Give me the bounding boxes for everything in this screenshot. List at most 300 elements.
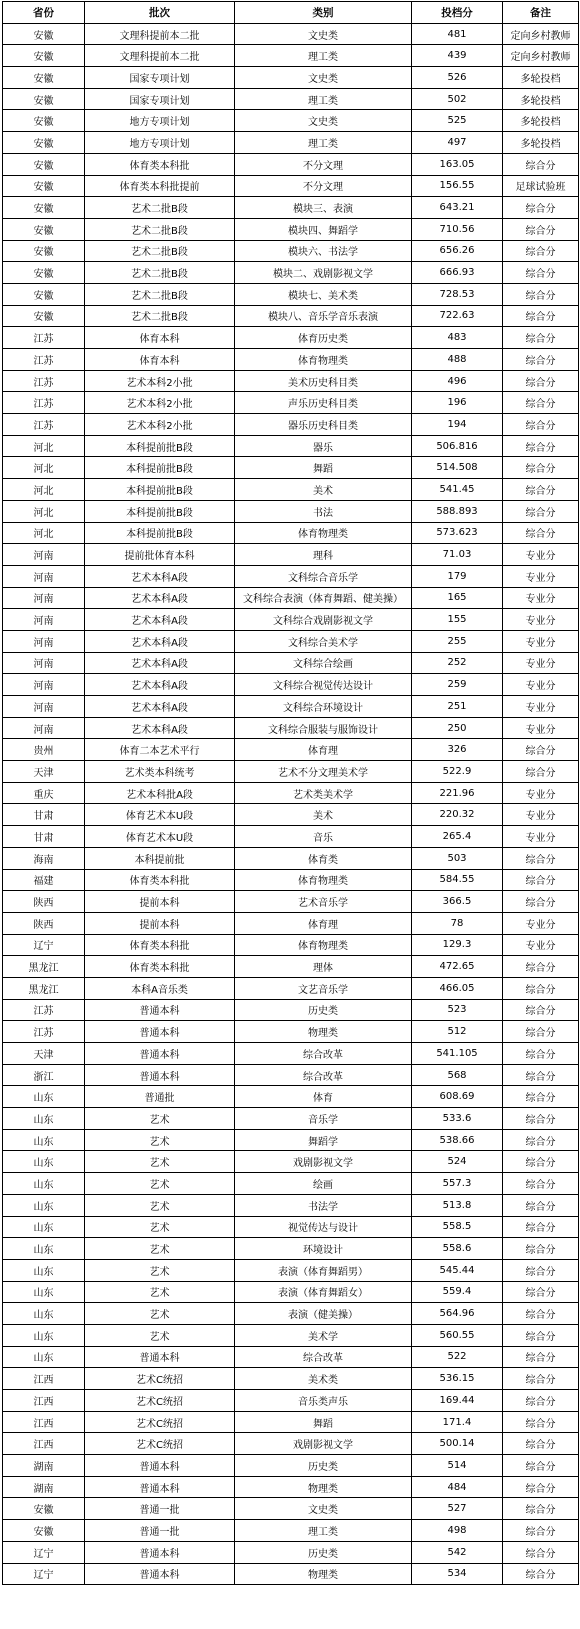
table-row bbox=[3, 1129, 579, 1151]
note-cell: 综合分 bbox=[503, 1173, 579, 1195]
batch-cell: 提前本科 bbox=[85, 912, 235, 934]
note-cell: 专业分 bbox=[503, 544, 579, 566]
score-cell: 541.105 bbox=[412, 1043, 503, 1065]
province-cell: 陕西 bbox=[3, 891, 85, 913]
province-cell: 山东 bbox=[3, 1086, 85, 1108]
note-cell: 综合分 bbox=[503, 522, 579, 544]
note-cell: 综合分 bbox=[503, 218, 579, 240]
score-cell: 466.05 bbox=[412, 977, 503, 999]
table-row bbox=[3, 175, 579, 197]
province-cell: 浙江 bbox=[3, 1064, 85, 1086]
note-cell: 综合分 bbox=[503, 305, 579, 327]
batch-cell: 艺术本科2小批 bbox=[85, 414, 235, 436]
score-cell: 481 bbox=[412, 23, 503, 45]
table-row bbox=[3, 891, 579, 913]
category-cell: 模块三、表演 bbox=[235, 197, 412, 219]
table-row bbox=[3, 218, 579, 240]
province-cell: 江苏 bbox=[3, 414, 85, 436]
province-cell: 安徽 bbox=[3, 1498, 85, 1520]
category-cell: 表演（健美操） bbox=[235, 1303, 412, 1325]
province-cell: 江西 bbox=[3, 1411, 85, 1433]
score-cell: 366.5 bbox=[412, 891, 503, 913]
table-row bbox=[3, 1064, 579, 1086]
category-cell: 体育理 bbox=[235, 912, 412, 934]
batch-cell: 艺术二批B段 bbox=[85, 262, 235, 284]
table-row bbox=[3, 370, 579, 392]
table-row bbox=[3, 912, 579, 934]
score-cell: 163.05 bbox=[412, 153, 503, 175]
score-cell: 506.816 bbox=[412, 435, 503, 457]
province-cell: 山东 bbox=[3, 1173, 85, 1195]
table-row bbox=[3, 1368, 579, 1390]
batch-cell: 艺术本科2小批 bbox=[85, 370, 235, 392]
table-row bbox=[3, 1238, 579, 1260]
table-row bbox=[3, 956, 579, 978]
batch-cell: 普通本科 bbox=[85, 1021, 235, 1043]
category-cell: 理工类 bbox=[235, 132, 412, 154]
province-cell: 安徽 bbox=[3, 67, 85, 89]
score-cell: 557.3 bbox=[412, 1173, 503, 1195]
note-cell: 专业分 bbox=[503, 782, 579, 804]
note-cell: 专业分 bbox=[503, 565, 579, 587]
batch-cell: 艺术二批B段 bbox=[85, 197, 235, 219]
header-province: 省份 bbox=[3, 2, 85, 24]
note-cell: 专业分 bbox=[503, 652, 579, 674]
batch-cell: 艺术C统招 bbox=[85, 1411, 235, 1433]
note-cell: 综合分 bbox=[503, 500, 579, 522]
category-cell: 体育物理类 bbox=[235, 522, 412, 544]
table-row bbox=[3, 392, 579, 414]
category-cell: 美术类 bbox=[235, 1368, 412, 1390]
category-cell: 文科综合音乐学 bbox=[235, 565, 412, 587]
table-row bbox=[3, 609, 579, 631]
category-cell: 不分文理 bbox=[235, 175, 412, 197]
score-cell: 326 bbox=[412, 739, 503, 761]
category-cell: 书法 bbox=[235, 500, 412, 522]
province-cell: 安徽 bbox=[3, 283, 85, 305]
province-cell: 山东 bbox=[3, 1194, 85, 1216]
province-cell: 安徽 bbox=[3, 262, 85, 284]
batch-cell: 国家专项计划 bbox=[85, 67, 235, 89]
category-cell: 模块六、书法学 bbox=[235, 240, 412, 262]
batch-cell: 普通本科 bbox=[85, 1346, 235, 1368]
province-cell: 天津 bbox=[3, 1043, 85, 1065]
category-cell: 美术学 bbox=[235, 1324, 412, 1346]
note-cell: 综合分 bbox=[503, 1368, 579, 1390]
score-cell: 522.9 bbox=[412, 761, 503, 783]
batch-cell: 艺术 bbox=[85, 1324, 235, 1346]
batch-cell: 艺术本科2小批 bbox=[85, 392, 235, 414]
header-batch: 批次 bbox=[85, 2, 235, 24]
admission-score-table bbox=[2, 1, 579, 1585]
note-cell: 综合分 bbox=[503, 1064, 579, 1086]
note-cell: 综合分 bbox=[503, 327, 579, 349]
score-cell: 588.893 bbox=[412, 500, 503, 522]
score-cell: 220.32 bbox=[412, 804, 503, 826]
note-cell: 专业分 bbox=[503, 717, 579, 739]
table-row bbox=[3, 88, 579, 110]
batch-cell: 艺术 bbox=[85, 1238, 235, 1260]
batch-cell: 本科提前批B段 bbox=[85, 500, 235, 522]
score-cell: 536.15 bbox=[412, 1368, 503, 1390]
category-cell: 戏剧影视文学 bbox=[235, 1433, 412, 1455]
category-cell: 历史类 bbox=[235, 1541, 412, 1563]
category-cell: 器乐历史科目类 bbox=[235, 414, 412, 436]
score-cell: 265.4 bbox=[412, 826, 503, 848]
score-cell: 722.63 bbox=[412, 305, 503, 327]
note-cell: 综合分 bbox=[503, 1086, 579, 1108]
note-cell: 综合分 bbox=[503, 869, 579, 891]
score-cell: 500.14 bbox=[412, 1433, 503, 1455]
score-cell: 512 bbox=[412, 1021, 503, 1043]
category-cell: 文史类 bbox=[235, 1498, 412, 1520]
table-row bbox=[3, 1390, 579, 1412]
table-row bbox=[3, 457, 579, 479]
table-row bbox=[3, 1216, 579, 1238]
batch-cell: 艺术 bbox=[85, 1303, 235, 1325]
score-cell: 522 bbox=[412, 1346, 503, 1368]
score-cell: 165 bbox=[412, 587, 503, 609]
batch-cell: 本科提前批B段 bbox=[85, 479, 235, 501]
note-cell: 专业分 bbox=[503, 696, 579, 718]
province-cell: 江西 bbox=[3, 1433, 85, 1455]
score-cell: 439 bbox=[412, 45, 503, 67]
table-row bbox=[3, 1498, 579, 1520]
note-cell: 综合分 bbox=[503, 999, 579, 1021]
note-cell: 专业分 bbox=[503, 826, 579, 848]
table-row bbox=[3, 1433, 579, 1455]
category-cell: 文史类 bbox=[235, 67, 412, 89]
province-cell: 河南 bbox=[3, 652, 85, 674]
category-cell: 舞蹈 bbox=[235, 457, 412, 479]
province-cell: 河北 bbox=[3, 522, 85, 544]
table-row bbox=[3, 1455, 579, 1477]
category-cell: 历史类 bbox=[235, 999, 412, 1021]
category-cell: 综合改革 bbox=[235, 1346, 412, 1368]
batch-cell: 艺术C统招 bbox=[85, 1368, 235, 1390]
table-row bbox=[3, 262, 579, 284]
category-cell: 文科综合表演（体育舞蹈、健美操） bbox=[235, 587, 412, 609]
table-row bbox=[3, 1303, 579, 1325]
note-cell: 综合分 bbox=[503, 349, 579, 371]
batch-cell: 艺术本科A段 bbox=[85, 674, 235, 696]
batch-cell: 国家专项计划 bbox=[85, 88, 235, 110]
province-cell: 安徽 bbox=[3, 175, 85, 197]
note-cell: 综合分 bbox=[503, 1151, 579, 1173]
batch-cell: 艺术本科A段 bbox=[85, 696, 235, 718]
header-category: 类别 bbox=[235, 2, 412, 24]
note-cell: 多轮投档 bbox=[503, 88, 579, 110]
province-cell: 天津 bbox=[3, 761, 85, 783]
batch-cell: 艺术二批B段 bbox=[85, 283, 235, 305]
table-row bbox=[3, 132, 579, 154]
category-cell: 体育物理类 bbox=[235, 869, 412, 891]
score-cell: 534 bbox=[412, 1563, 503, 1585]
table-row bbox=[3, 1476, 579, 1498]
batch-cell: 文理科提前本二批 bbox=[85, 23, 235, 45]
score-cell: 525 bbox=[412, 110, 503, 132]
note-cell: 综合分 bbox=[503, 1216, 579, 1238]
score-cell: 584.55 bbox=[412, 869, 503, 891]
note-cell: 综合分 bbox=[503, 1281, 579, 1303]
province-cell: 河北 bbox=[3, 479, 85, 501]
table-row bbox=[3, 544, 579, 566]
batch-cell: 艺术二批B段 bbox=[85, 305, 235, 327]
province-cell: 河北 bbox=[3, 457, 85, 479]
category-cell: 美术 bbox=[235, 479, 412, 501]
province-cell: 贵州 bbox=[3, 739, 85, 761]
province-cell: 河南 bbox=[3, 674, 85, 696]
table-row bbox=[3, 23, 579, 45]
batch-cell: 本科A音乐类 bbox=[85, 977, 235, 999]
table-row bbox=[3, 197, 579, 219]
table-row bbox=[3, 1259, 579, 1281]
score-cell: 710.56 bbox=[412, 218, 503, 240]
note-cell: 专业分 bbox=[503, 674, 579, 696]
table-row bbox=[3, 1324, 579, 1346]
score-cell: 498 bbox=[412, 1520, 503, 1542]
table-row bbox=[3, 696, 579, 718]
province-cell: 福建 bbox=[3, 869, 85, 891]
note-cell: 综合分 bbox=[503, 977, 579, 999]
score-cell: 559.4 bbox=[412, 1281, 503, 1303]
province-cell: 山东 bbox=[3, 1346, 85, 1368]
table-row bbox=[3, 1520, 579, 1542]
table-row bbox=[3, 630, 579, 652]
table-row bbox=[3, 153, 579, 175]
batch-cell: 本科提前批B段 bbox=[85, 457, 235, 479]
note-cell: 专业分 bbox=[503, 934, 579, 956]
note-cell: 综合分 bbox=[503, 1043, 579, 1065]
score-cell: 259 bbox=[412, 674, 503, 696]
note-cell: 综合分 bbox=[503, 370, 579, 392]
province-cell: 河南 bbox=[3, 609, 85, 631]
note-cell: 综合分 bbox=[503, 1346, 579, 1368]
table-row bbox=[3, 934, 579, 956]
batch-cell: 普通本科 bbox=[85, 999, 235, 1021]
table-row bbox=[3, 587, 579, 609]
batch-cell: 普通本科 bbox=[85, 1541, 235, 1563]
table-row bbox=[3, 110, 579, 132]
table-row bbox=[3, 1411, 579, 1433]
batch-cell: 普通一批 bbox=[85, 1520, 235, 1542]
table-row bbox=[3, 999, 579, 1021]
province-cell: 江苏 bbox=[3, 999, 85, 1021]
header-score: 投档分 bbox=[412, 2, 503, 24]
category-cell: 器乐 bbox=[235, 435, 412, 457]
batch-cell: 艺术二批B段 bbox=[85, 218, 235, 240]
score-cell: 527 bbox=[412, 1498, 503, 1520]
province-cell: 湖南 bbox=[3, 1476, 85, 1498]
batch-cell: 艺术 bbox=[85, 1194, 235, 1216]
province-cell: 重庆 bbox=[3, 782, 85, 804]
batch-cell: 普通本科 bbox=[85, 1043, 235, 1065]
note-cell: 综合分 bbox=[503, 1411, 579, 1433]
province-cell: 陕西 bbox=[3, 912, 85, 934]
table-row bbox=[3, 1043, 579, 1065]
score-cell: 488 bbox=[412, 349, 503, 371]
table-row bbox=[3, 869, 579, 891]
category-cell: 文史类 bbox=[235, 23, 412, 45]
category-cell: 戏剧影视文学 bbox=[235, 1151, 412, 1173]
batch-cell: 艺术本科A段 bbox=[85, 652, 235, 674]
note-cell: 专业分 bbox=[503, 912, 579, 934]
category-cell: 美术 bbox=[235, 804, 412, 826]
province-cell: 河北 bbox=[3, 500, 85, 522]
note-cell: 综合分 bbox=[503, 1303, 579, 1325]
province-cell: 海南 bbox=[3, 847, 85, 869]
score-cell: 541.45 bbox=[412, 479, 503, 501]
category-cell: 艺术类美术学 bbox=[235, 782, 412, 804]
province-cell: 河南 bbox=[3, 630, 85, 652]
batch-cell: 本科提前批B段 bbox=[85, 522, 235, 544]
score-cell: 560.55 bbox=[412, 1324, 503, 1346]
province-cell: 河北 bbox=[3, 435, 85, 457]
score-cell: 564.96 bbox=[412, 1303, 503, 1325]
province-cell: 河南 bbox=[3, 565, 85, 587]
note-cell: 综合分 bbox=[503, 1541, 579, 1563]
note-cell: 专业分 bbox=[503, 587, 579, 609]
category-cell: 理科 bbox=[235, 544, 412, 566]
note-cell: 综合分 bbox=[503, 891, 579, 913]
score-cell: 484 bbox=[412, 1476, 503, 1498]
batch-cell: 艺术本科A段 bbox=[85, 609, 235, 631]
note-cell: 定向乡村教师 bbox=[503, 23, 579, 45]
note-cell: 综合分 bbox=[503, 1129, 579, 1151]
note-cell: 综合分 bbox=[503, 479, 579, 501]
province-cell: 山东 bbox=[3, 1303, 85, 1325]
batch-cell: 普通一批 bbox=[85, 1498, 235, 1520]
category-cell: 体育类 bbox=[235, 847, 412, 869]
score-cell: 503 bbox=[412, 847, 503, 869]
note-cell: 综合分 bbox=[503, 1520, 579, 1542]
batch-cell: 艺术本科A段 bbox=[85, 630, 235, 652]
table-header-row bbox=[3, 2, 579, 24]
province-cell: 河南 bbox=[3, 696, 85, 718]
province-cell: 江苏 bbox=[3, 1021, 85, 1043]
score-cell: 255 bbox=[412, 630, 503, 652]
batch-cell: 体育本科 bbox=[85, 349, 235, 371]
table-row bbox=[3, 479, 579, 501]
table-row bbox=[3, 500, 579, 522]
batch-cell: 艺术 bbox=[85, 1129, 235, 1151]
score-cell: 514.508 bbox=[412, 457, 503, 479]
category-cell: 文科综合戏剧影视文学 bbox=[235, 609, 412, 631]
batch-cell: 艺术C统招 bbox=[85, 1433, 235, 1455]
batch-cell: 提前本科 bbox=[85, 891, 235, 913]
score-cell: 194 bbox=[412, 414, 503, 436]
batch-cell: 艺术本科A段 bbox=[85, 717, 235, 739]
note-cell: 专业分 bbox=[503, 804, 579, 826]
score-cell: 573.623 bbox=[412, 522, 503, 544]
table-row bbox=[3, 414, 579, 436]
note-cell: 综合分 bbox=[503, 240, 579, 262]
category-cell: 美术历史科目类 bbox=[235, 370, 412, 392]
table-row bbox=[3, 349, 579, 371]
province-cell: 甘肃 bbox=[3, 826, 85, 848]
category-cell: 声乐历史科目类 bbox=[235, 392, 412, 414]
category-cell: 体育 bbox=[235, 1086, 412, 1108]
table-row bbox=[3, 67, 579, 89]
score-cell: 169.44 bbox=[412, 1390, 503, 1412]
note-cell: 综合分 bbox=[503, 1498, 579, 1520]
score-cell: 251 bbox=[412, 696, 503, 718]
batch-cell: 艺术本科A段 bbox=[85, 565, 235, 587]
score-cell: 538.66 bbox=[412, 1129, 503, 1151]
province-cell: 河南 bbox=[3, 717, 85, 739]
header-note: 备注 bbox=[503, 2, 579, 24]
category-cell: 文科综合绘画 bbox=[235, 652, 412, 674]
note-cell: 综合分 bbox=[503, 153, 579, 175]
score-cell: 179 bbox=[412, 565, 503, 587]
category-cell: 物理类 bbox=[235, 1563, 412, 1585]
table-row bbox=[3, 1173, 579, 1195]
province-cell: 江苏 bbox=[3, 370, 85, 392]
province-cell: 辽宁 bbox=[3, 934, 85, 956]
category-cell: 书法学 bbox=[235, 1194, 412, 1216]
category-cell: 表演（体育舞蹈男） bbox=[235, 1259, 412, 1281]
batch-cell: 体育艺术本U段 bbox=[85, 804, 235, 826]
note-cell: 综合分 bbox=[503, 1324, 579, 1346]
category-cell: 文科综合美术学 bbox=[235, 630, 412, 652]
table-row bbox=[3, 1281, 579, 1303]
table-row bbox=[3, 45, 579, 67]
note-cell: 专业分 bbox=[503, 630, 579, 652]
score-cell: 472.65 bbox=[412, 956, 503, 978]
table-row bbox=[3, 1021, 579, 1043]
province-cell: 江西 bbox=[3, 1390, 85, 1412]
batch-cell: 艺术 bbox=[85, 1259, 235, 1281]
note-cell: 综合分 bbox=[503, 1433, 579, 1455]
category-cell: 体育物理类 bbox=[235, 934, 412, 956]
score-cell: 656.26 bbox=[412, 240, 503, 262]
note-cell: 综合分 bbox=[503, 1108, 579, 1130]
score-cell: 558.5 bbox=[412, 1216, 503, 1238]
score-cell: 252 bbox=[412, 652, 503, 674]
province-cell: 山东 bbox=[3, 1108, 85, 1130]
note-cell: 多轮投档 bbox=[503, 67, 579, 89]
note-cell: 足球试验班 bbox=[503, 175, 579, 197]
batch-cell: 普通本科 bbox=[85, 1563, 235, 1585]
province-cell: 江苏 bbox=[3, 327, 85, 349]
score-cell: 608.69 bbox=[412, 1086, 503, 1108]
category-cell: 视觉传达与设计 bbox=[235, 1216, 412, 1238]
batch-cell: 地方专项计划 bbox=[85, 110, 235, 132]
category-cell: 舞蹈 bbox=[235, 1411, 412, 1433]
province-cell: 安徽 bbox=[3, 23, 85, 45]
score-cell: 728.53 bbox=[412, 283, 503, 305]
province-cell: 黑龙江 bbox=[3, 956, 85, 978]
batch-cell: 本科提前批 bbox=[85, 847, 235, 869]
table-row bbox=[3, 1194, 579, 1216]
table-row bbox=[3, 717, 579, 739]
category-cell: 体育物理类 bbox=[235, 349, 412, 371]
table-row bbox=[3, 305, 579, 327]
note-cell: 综合分 bbox=[503, 1390, 579, 1412]
score-cell: 250 bbox=[412, 717, 503, 739]
note-cell: 多轮投档 bbox=[503, 132, 579, 154]
score-cell: 78 bbox=[412, 912, 503, 934]
score-cell: 196 bbox=[412, 392, 503, 414]
province-cell: 山东 bbox=[3, 1259, 85, 1281]
province-cell: 黑龙江 bbox=[3, 977, 85, 999]
province-cell: 江西 bbox=[3, 1368, 85, 1390]
category-cell: 音乐 bbox=[235, 826, 412, 848]
province-cell: 安徽 bbox=[3, 218, 85, 240]
note-cell: 综合分 bbox=[503, 435, 579, 457]
province-cell: 安徽 bbox=[3, 45, 85, 67]
category-cell: 综合改革 bbox=[235, 1043, 412, 1065]
